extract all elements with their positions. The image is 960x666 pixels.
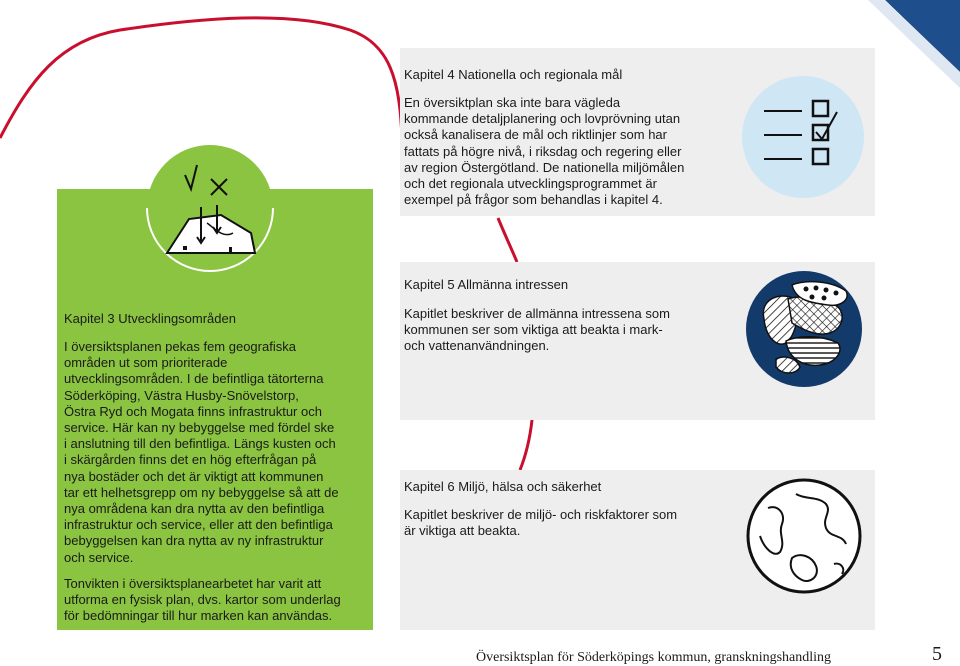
text-line: exempel på frågor som behandlas i kapitel 4. bbox=[404, 192, 663, 208]
text-line: Söderköping, Västra Husby-Snövelstorp, bbox=[64, 387, 299, 403]
land-use-map-icon bbox=[746, 271, 862, 387]
text-line: utvecklingsområden. I de befintliga tätorterna bbox=[64, 371, 324, 387]
chapter-5-card bbox=[400, 262, 875, 420]
checklist-icon bbox=[742, 76, 864, 198]
text-line: fattats på högre nivå, i riksdag och regering eller bbox=[404, 143, 682, 159]
chapter-3-text-2 bbox=[64, 576, 341, 625]
chapter-4-title: Kapitel 4 Nationella och regionala mål bbox=[404, 67, 623, 82]
text-line: nya bostäder och det är viktigt att kommunen bbox=[64, 468, 324, 484]
globe-icon bbox=[746, 478, 862, 594]
page-footer: Översiktsplan för Söderköpings kommun, granskningshandling bbox=[476, 650, 832, 665]
chapter-5-text bbox=[404, 306, 670, 355]
chapter-4-card bbox=[400, 48, 875, 216]
chapter-6-card bbox=[400, 470, 875, 630]
text-line: och service. bbox=[64, 549, 134, 565]
chapter-3-text bbox=[64, 339, 339, 566]
text-line: service. Här kan ny bebyggelse med fördel ske bbox=[64, 420, 335, 436]
text-line: och det regionala utvecklingsprogrammet är bbox=[404, 176, 657, 192]
page-number: 5 bbox=[932, 643, 942, 665]
text-line: Tonvikten i översiktsplanearbetet har varit att bbox=[64, 576, 322, 591]
text-line: Kapitlet beskriver de allmänna intressena som bbox=[404, 306, 670, 321]
chapter-6-title: Kapitel 6 Miljö, hälsa och säkerhet bbox=[404, 479, 602, 494]
landscape-check-cross-icon bbox=[145, 143, 275, 273]
chapter-4-text bbox=[404, 95, 684, 208]
text-line: är viktiga att beakta. bbox=[404, 523, 521, 539]
text-line: kommunen ser som viktiga att beakta i mark- bbox=[404, 322, 663, 338]
text-line: Kapitlet beskriver de miljö- och riskfaktorer som bbox=[404, 507, 678, 522]
chapter-3-title: Kapitel 3 Utvecklingsområden bbox=[64, 311, 236, 326]
text-line: tar ett helhetsgrepp om ny bebyggelse så att de bbox=[64, 484, 339, 500]
text-line: I översiktsplanen pekas fem geografiska bbox=[64, 339, 296, 354]
text-line: också kanalisera de mål och riktlinjer som har bbox=[404, 127, 667, 143]
text-line: i skärgården finns det en hög efterfrågan på bbox=[64, 452, 317, 468]
chapter-5-title: Kapitel 5 Allmänna intressen bbox=[404, 277, 569, 292]
text-line: i anslutning till den befintliga. Längs kusten och bbox=[64, 436, 336, 452]
text-line: nya områdena kan dra nytta av den befintliga bbox=[64, 501, 325, 517]
text-line: bebyggelsen kan dra nytta av ny infrastruktur bbox=[64, 533, 324, 549]
text-line: kommande detaljplanering och lovprövning utan bbox=[404, 111, 681, 127]
text-line: utforma en fysisk plan, dvs. kartor som underlag bbox=[64, 592, 341, 608]
chapter-6-text bbox=[404, 507, 677, 539]
text-line: av region Östergötland. De nationella miljömålen bbox=[404, 159, 685, 175]
text-line: Östra Ryd och Mogata finns infrastruktur och bbox=[64, 403, 322, 419]
text-line: En översiktplan ska inte bara vägleda bbox=[404, 95, 621, 110]
text-line: och vattenanvändningen. bbox=[404, 338, 550, 354]
text-line: infrastruktur och service, eller att den befintliga bbox=[64, 517, 333, 533]
text-line: för bedömningar till hur marken kan användas. bbox=[64, 608, 333, 624]
text-line: områden ut som prioriterade bbox=[64, 355, 228, 371]
